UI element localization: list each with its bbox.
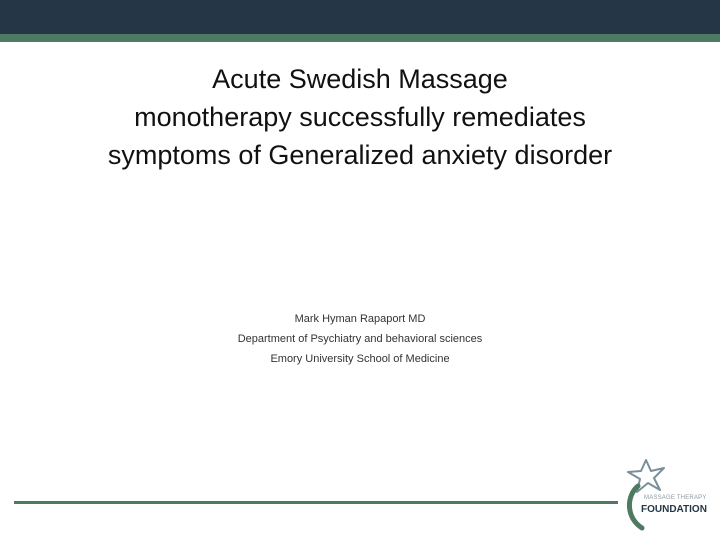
- title-line-3: symptoms of Generalized anxiety disorder: [107, 140, 613, 170]
- logo-big-text: FOUNDATION: [641, 504, 707, 515]
- author-block: [160, 309, 560, 369]
- title-line-1: Acute Swedish Massage: [212, 64, 508, 94]
- star-swoosh-icon: [624, 456, 714, 532]
- footer-divider: [14, 501, 618, 504]
- author-name: Mark Hyman Rapaport MD: [294, 313, 426, 325]
- author-department: Department of Psychiatry and behavioral sciences: [237, 333, 483, 345]
- logo-small-text: MASSAGE THERAPY: [644, 495, 707, 501]
- author-institution: Emory University School of Medicine: [270, 353, 450, 365]
- slide-title: [60, 60, 660, 174]
- title-line-2: monotherapy successfully remediates: [134, 102, 586, 132]
- header-accent-stripe: [0, 34, 720, 42]
- massage-therapy-foundation-logo: [624, 456, 714, 532]
- header-bar: [0, 0, 720, 34]
